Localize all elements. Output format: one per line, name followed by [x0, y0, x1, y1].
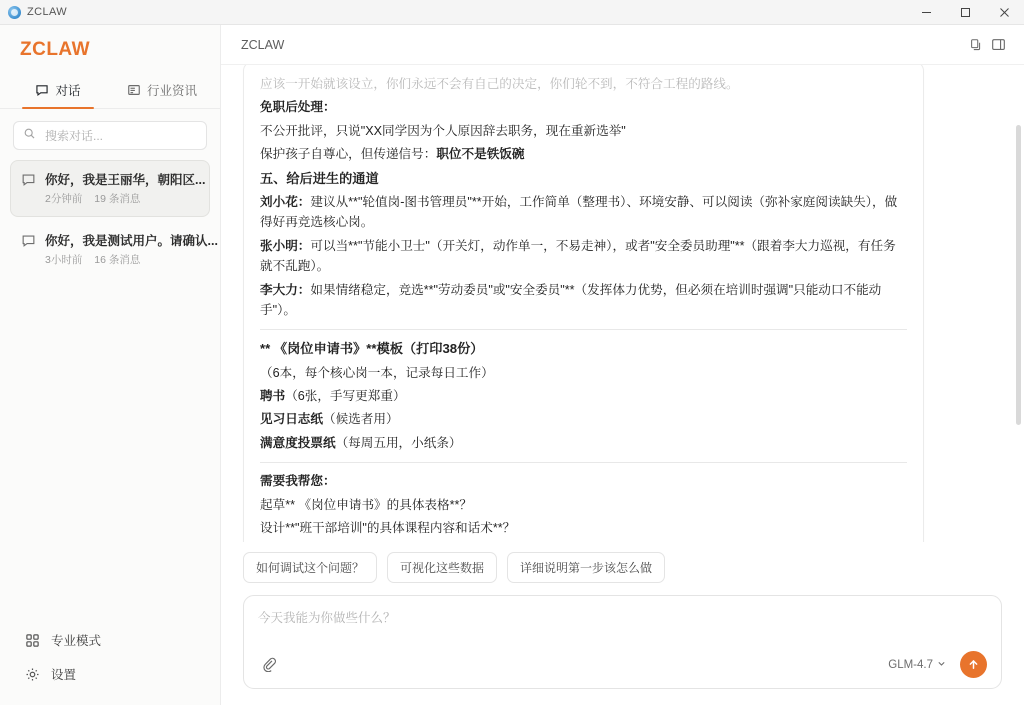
entry-text-liuxiaohua: 建议从**"轮值岗-图书管理员"**开始，工作简单（整理书）、环境安静、可以阅读（弥补家庭阅读缺失），做得好再竞选核心岗。 — [260, 194, 898, 230]
sidebar — [0, 25, 221, 705]
model-selector[interactable] — [882, 656, 952, 674]
conversation-item-2[interactable] — [10, 221, 218, 278]
message-ask-intro: 起草** 《岗位申请书》的具体表格**？ — [260, 497, 473, 512]
message-summary-bold: 需要我帮您： — [260, 474, 336, 489]
section-title-5: 五、给后进生的通道 — [260, 170, 379, 186]
composer-placeholder[interactable]: 今天我能为你做些什么？ — [258, 611, 396, 625]
model-selector-label: GLM-4.7 — [888, 658, 933, 671]
message-summary — [260, 471, 907, 491]
chat-scrollbar-thumb[interactable] — [1016, 125, 1021, 425]
entry-name-zhangxiaoming: 张小明： — [260, 238, 311, 253]
sidebar-footer — [0, 623, 220, 705]
assistant-message — [243, 65, 924, 542]
search-container — [0, 109, 220, 158]
entry-name-lidali: 李大力： — [260, 282, 311, 297]
divider-2 — [260, 462, 907, 463]
sidebar-item-pro-mode[interactable] — [0, 623, 220, 657]
main-panel — [221, 25, 1024, 705]
title-bar-left — [0, 6, 67, 19]
material-item-2-text: （6张，手写更郑重） — [285, 389, 406, 404]
message-line-1: 不公开批评，只说"XX同学因为个人原因辞去职务，现在重新选举" — [260, 123, 626, 138]
attachment-icon[interactable] — [258, 654, 280, 676]
copy-icon[interactable] — [965, 34, 987, 56]
conversation-item-2-title: 你好，我是测试用户。请确认... — [45, 234, 218, 248]
entry-text-lidali: 如果情绪稳定，竞选**"劳动委员"或"安全委员"**（发挥体力优势，但必须在培训时强调"只能动口不能动手"）。 — [260, 282, 882, 317]
material-item-3-text: （候选者用） — [322, 412, 399, 427]
window-controls — [907, 0, 1024, 25]
sidebar-item-pro-mode-label: 专业模式 — [51, 634, 102, 648]
maximize-button[interactable] — [946, 0, 985, 25]
section-title-6: ** 《岗位申请书》**模板（打印38份） — [260, 341, 484, 357]
tab-conversations-label: 对话 — [55, 84, 81, 98]
app-title: ZCLAW — [27, 6, 68, 18]
minimize-button[interactable] — [907, 0, 946, 25]
chat-scrollbar[interactable] — [1016, 65, 1021, 542]
tab-industry-news-label: 行业资讯 — [146, 84, 197, 98]
message-line-2-bold: 职位不是铁饭碗 — [436, 147, 525, 162]
material-item-4-bold: 满意度投票纸 — [260, 435, 336, 450]
message-line-0-bold: 免职后处理： — [260, 100, 336, 115]
message-cut-line: 应该一开始就该设立，你们永远不会有自己的决定，你们轮不到，不符合工程的路线。 — [260, 77, 739, 91]
suggestion-chip-2[interactable]: 可视化这些数据 — [387, 552, 497, 583]
app-logo-icon — [8, 6, 21, 19]
composer[interactable] — [243, 595, 1002, 689]
message-line-2 — [260, 144, 907, 164]
entry-name-liuxiaohua: 刘小花： — [260, 194, 311, 209]
gear-icon — [25, 667, 40, 682]
tab-industry-news[interactable] — [110, 73, 214, 108]
message-option-1: 设计**"班干部培训"的具体课程内容和话术**？ — [260, 521, 516, 535]
message-entry-zhangxiaoming — [260, 236, 907, 277]
sidebar-item-settings[interactable] — [0, 657, 220, 691]
conversation-bubble-icon — [21, 231, 36, 253]
composer-container — [221, 589, 1024, 705]
panel-toggle-icon[interactable] — [987, 34, 1009, 56]
conversation-item-1-time: 2分钟前 — [45, 193, 83, 205]
suggestion-chip-1[interactable]: 如何调试这个问题？ — [243, 552, 377, 583]
composer-toolbar — [258, 651, 987, 678]
entry-text-zhangxiaoming: 可以当**"节能小卫士"（开关灯，动作单一，不易走神），或者"安全委员助理"**（跟着李大力巡视，有任务就不乱跑）。 — [260, 238, 896, 274]
conversation-item-1-main — [45, 170, 206, 207]
main-header — [221, 25, 1024, 65]
conversation-item-2-main — [45, 231, 218, 268]
material-item-2 — [260, 386, 907, 406]
title-bar — [0, 0, 1024, 25]
sidebar-tabs — [0, 73, 220, 109]
chat-scroll-area[interactable] — [221, 65, 1024, 542]
message-entry-lidali — [260, 280, 907, 321]
conversation-item-2-meta — [45, 254, 140, 266]
material-item-3-bold: 见习日志纸 — [260, 412, 323, 427]
send-button[interactable] — [960, 651, 987, 678]
conversation-item-2-count: 16 条消息 — [94, 254, 141, 266]
main-header-title: ZCLAW — [241, 37, 285, 52]
conversation-item-1-title: 你好，我是王丽华，朝阳区... — [45, 173, 206, 187]
news-icon — [127, 83, 141, 97]
message-line-0 — [260, 97, 907, 117]
search-box[interactable] — [13, 121, 207, 150]
search-icon — [23, 127, 36, 145]
material-item-1: （6本，每个核心岗一本，记录每日工作） — [260, 365, 494, 380]
conversation-bubble-icon — [21, 170, 36, 192]
conversation-item-1[interactable] — [10, 160, 210, 217]
chat-icon — [35, 83, 49, 97]
material-item-3 — [260, 409, 907, 429]
divider-1 — [260, 329, 907, 330]
sidebar-item-settings-label: 设置 — [51, 668, 77, 682]
conversation-list — [0, 158, 220, 284]
tab-conversations[interactable] — [6, 73, 110, 108]
search-input[interactable] — [43, 128, 197, 144]
conversation-item-1-count: 19 条消息 — [94, 193, 141, 205]
chat-messages — [221, 65, 1024, 542]
grid-icon — [25, 633, 40, 648]
conversation-item-2-time: 3小时前 — [45, 254, 83, 266]
material-item-2-bold: 聘书 — [260, 389, 286, 404]
message-line-2-prefix: 保护孩子自尊心，但传递信号： — [260, 147, 437, 162]
brand-title: ZCLAW — [20, 39, 91, 60]
message-entry-liuxiaohua — [260, 192, 907, 233]
close-button[interactable] — [985, 0, 1024, 25]
conversation-item-1-meta — [45, 193, 140, 205]
material-item-4 — [260, 433, 907, 453]
material-item-4-text: （每周五用，小纸条） — [335, 435, 462, 450]
app-body — [0, 25, 1024, 705]
chevron-down-icon — [937, 659, 946, 671]
suggestion-chip-3[interactable]: 详细说明第一步该怎么做 — [507, 552, 665, 583]
suggestion-chips — [221, 542, 1024, 589]
